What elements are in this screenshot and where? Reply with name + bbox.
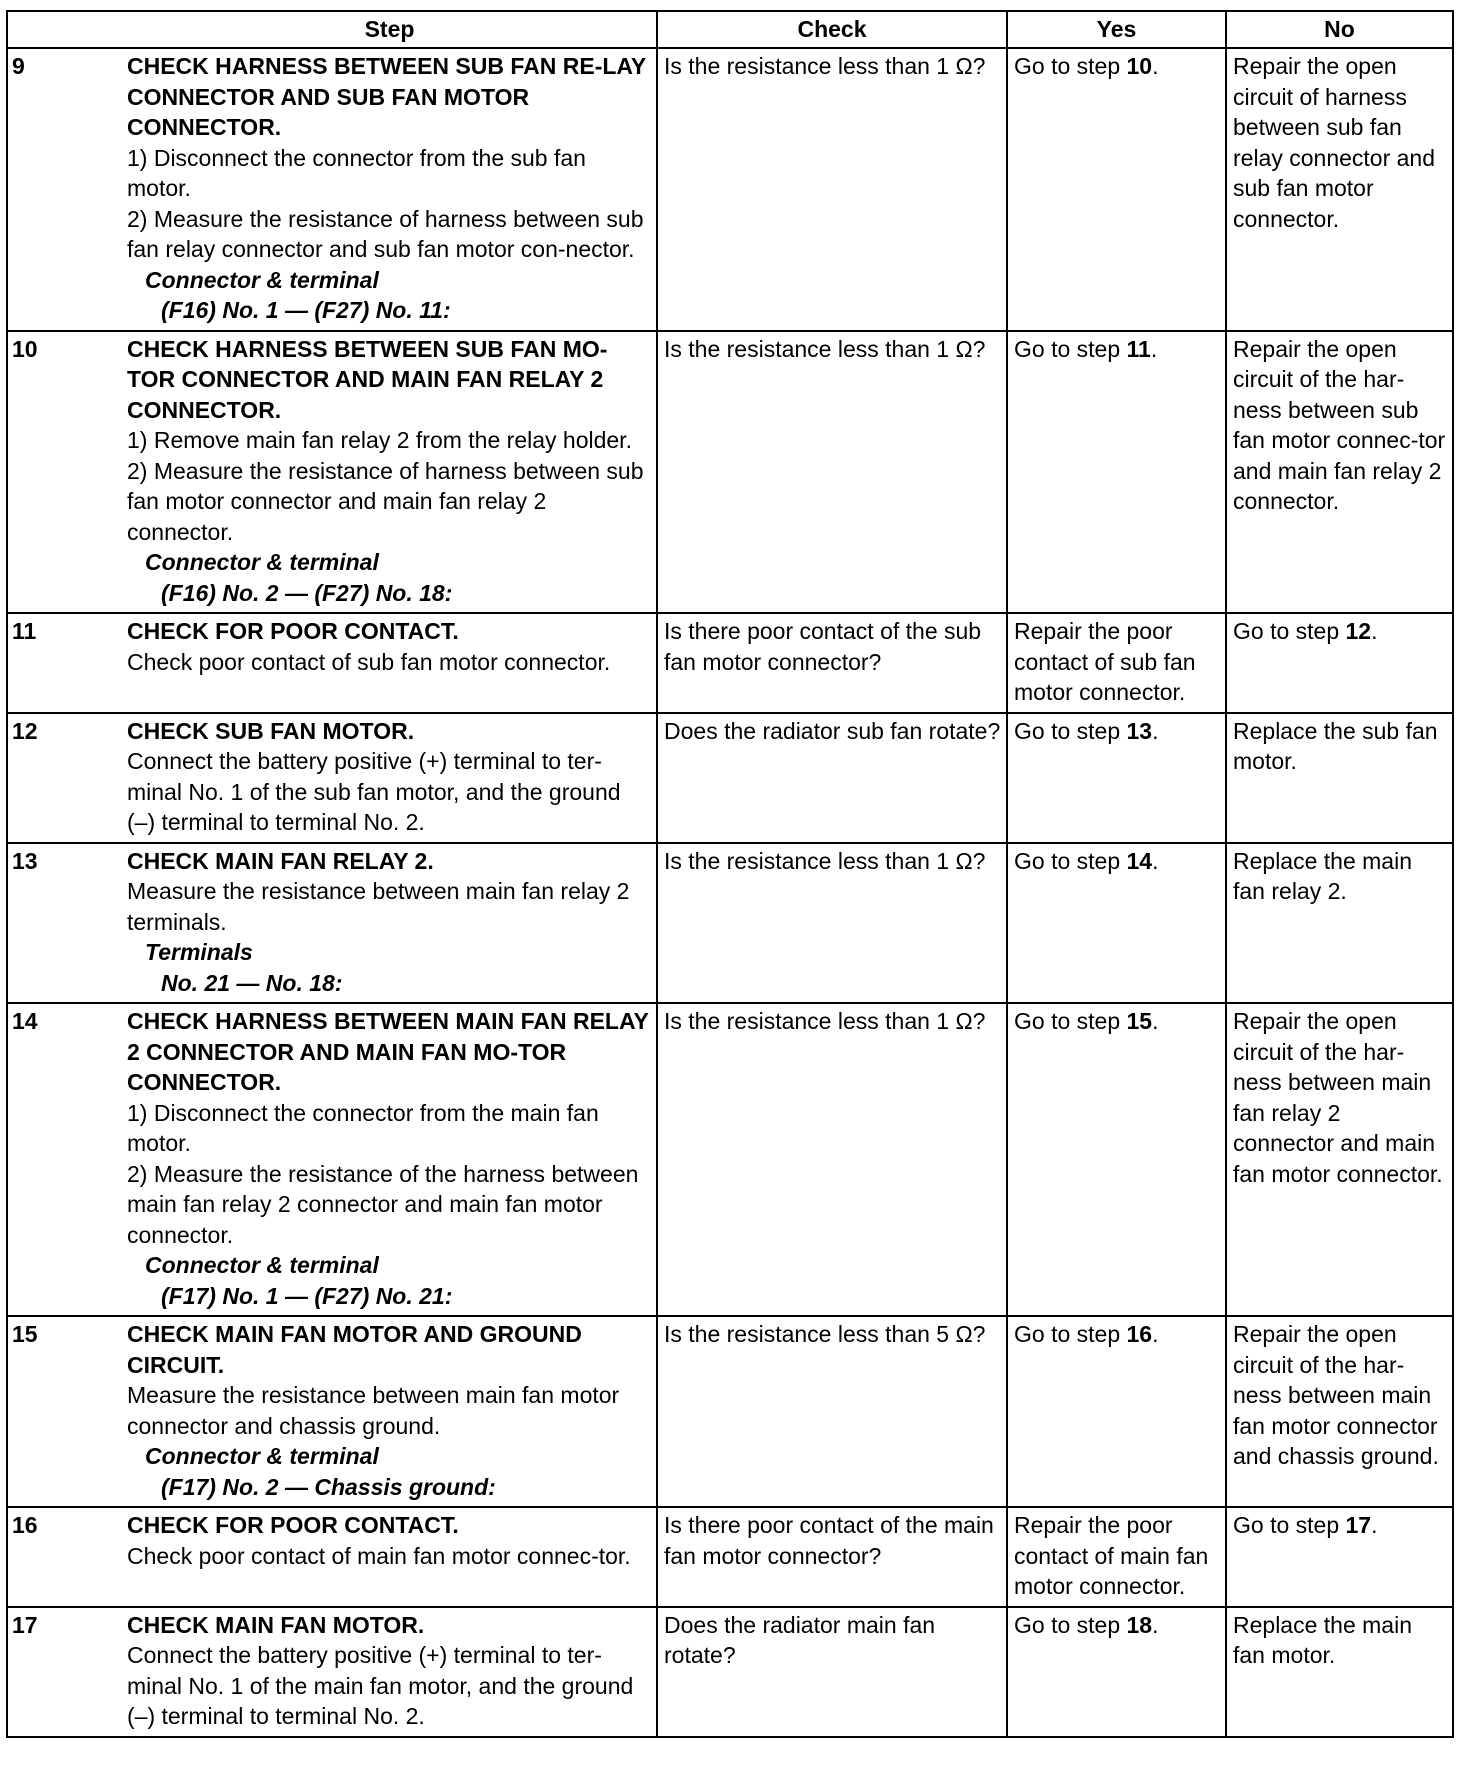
step-number: 16 <box>7 1507 123 1607</box>
check-text: Does the radiator main fan rotate? <box>664 1611 936 1668</box>
yes-cell <box>1007 48 1226 331</box>
step-title: CHECK MAIN FAN RELAY 2. <box>127 847 434 874</box>
step-line: 1) Disconnect the connector from the main fan motor. <box>127 1099 599 1156</box>
yes-cell <box>1007 613 1226 713</box>
no-cell <box>1226 48 1453 331</box>
step-title: CHECK HARNESS BETWEEN SUB FAN MO-TOR CONNECTOR AND MAIN FAN RELAY 2 CONNECTOR. <box>127 335 608 423</box>
spec-value: No. 21 — No. 18: <box>161 969 343 996</box>
table-row <box>7 1003 1453 1316</box>
yes-suffix: . <box>1150 335 1158 362</box>
yes-cell <box>1007 1316 1226 1507</box>
no-cell <box>1226 1003 1453 1316</box>
no-text <box>1233 51 1447 234</box>
no-suffix: . <box>1371 1512 1378 1538</box>
header-step-number <box>7 11 123 48</box>
step-number: 14 <box>7 1003 123 1316</box>
step-line: 2) Measure the resistance of harness between sub fan motor connector and main fan relay 2 connector. <box>127 457 644 545</box>
yes-prefix: Repair the poor contact of sub fan motor connector. <box>1014 618 1196 705</box>
step-line: Measure the resistance between main fan relay 2 terminals. <box>127 878 630 935</box>
table-body <box>7 48 1453 1737</box>
no-cell <box>1226 1316 1453 1507</box>
step-line: 1) Disconnect the connector from the sub fan motor. <box>127 144 586 201</box>
check-text: Does the radiator sub fan rotate? <box>664 717 1001 744</box>
step-number: 12 <box>7 713 123 843</box>
step-number: 13 <box>7 843 123 1004</box>
no-prefix: Repair the open circuit of the har-ness between main fan relay 2 connector and main fan motor connector. <box>1233 1008 1443 1187</box>
step-title: CHECK HARNESS BETWEEN MAIN FAN RELAY 2 CONNECTOR AND MAIN FAN MO-TOR CONNECTOR. <box>127 1008 649 1095</box>
step-lines <box>127 1098 651 1251</box>
step-lines <box>127 425 651 547</box>
step-number: 17 <box>7 1607 123 1737</box>
step-instructions <box>123 613 657 713</box>
table-row <box>7 713 1453 843</box>
step-instructions <box>123 1003 657 1316</box>
check-text: Is there poor contact of the sub fan motor connector? <box>664 618 982 675</box>
no-step-ref: 17 <box>1345 1512 1372 1538</box>
yes-text <box>1014 616 1220 708</box>
yes-prefix: Go to step <box>1014 53 1127 79</box>
step-title: CHECK MAIN FAN MOTOR AND GROUND CIRCUIT. <box>127 1321 582 1378</box>
yes-step-ref: 16 <box>1126 1321 1153 1347</box>
step-lines <box>127 876 651 937</box>
table-row <box>7 1316 1453 1507</box>
step-title: CHECK SUB FAN MOTOR. <box>127 717 415 744</box>
spec-label: Connector & terminal <box>145 1252 379 1278</box>
step-line: 2) Measure the resistance of the harness between main fan relay 2 connector and main fan motor connector. <box>127 1160 639 1248</box>
no-prefix: Repair the open circuit of harness between sub fan relay connector and sub fan motor connector. <box>1233 53 1436 232</box>
yes-step-ref: 18 <box>1126 1611 1153 1638</box>
spec-value: (F17) No. 1 — (F27) No. 21: <box>161 1282 453 1309</box>
no-suffix: . <box>1371 618 1378 644</box>
no-cell <box>1226 1607 1453 1737</box>
table-row <box>7 843 1453 1004</box>
no-cell <box>1226 331 1453 614</box>
table-row <box>7 1607 1453 1737</box>
step-title: CHECK FOR POOR CONTACT. <box>127 1512 459 1538</box>
yes-step-ref: 14 <box>1126 847 1153 874</box>
step-number: 10 <box>7 331 123 614</box>
spec-value: (F16) No. 1 — (F27) No. 11: <box>161 297 451 323</box>
spec-label: Connector & terminal <box>145 266 379 293</box>
check-text: Is the resistance less than 1 Ω? <box>664 1008 986 1034</box>
yes-suffix: . <box>1152 1321 1159 1347</box>
step-line: 2) Measure the resistance of harness between sub fan relay connector and sub fan motor con-nector. <box>127 205 644 262</box>
yes-cell <box>1007 1003 1226 1316</box>
yes-text <box>1014 1006 1220 1037</box>
yes-text <box>1014 1319 1220 1350</box>
no-text <box>1233 334 1447 517</box>
yes-step-ref: 13 <box>1126 717 1153 744</box>
no-text <box>1233 1510 1447 1541</box>
yes-cell <box>1007 843 1226 1004</box>
no-text <box>1233 846 1447 907</box>
yes-text <box>1014 846 1220 877</box>
step-line: 1) Remove main fan relay 2 from the relay holder. <box>127 427 632 453</box>
check-text: Is there poor contact of the main fan motor connector? <box>664 1512 994 1569</box>
header-no: No <box>1226 11 1453 48</box>
step-lines <box>127 746 651 838</box>
yes-step-ref: 11 <box>1126 335 1151 362</box>
yes-cell <box>1007 1607 1226 1737</box>
table-row <box>7 1507 1453 1607</box>
spec-value: (F17) No. 2 — Chassis ground: <box>161 1473 496 1500</box>
check-cell <box>657 843 1007 1004</box>
yes-step-ref: 10 <box>1126 53 1153 79</box>
step-number: 15 <box>7 1316 123 1507</box>
step-instructions <box>123 331 657 614</box>
no-text <box>1233 1319 1447 1472</box>
step-lines <box>127 143 651 265</box>
yes-text <box>1014 51 1220 82</box>
table-row <box>7 613 1453 713</box>
step-instructions <box>123 1507 657 1607</box>
yes-prefix: Go to step <box>1014 847 1127 874</box>
check-cell <box>657 1003 1007 1316</box>
yes-suffix: . <box>1152 1008 1159 1034</box>
no-prefix: Go to step <box>1233 1512 1346 1538</box>
step-title: CHECK FOR POOR CONTACT. <box>127 618 459 644</box>
spec-label: Terminals <box>145 939 253 965</box>
step-title: CHECK MAIN FAN MOTOR. <box>127 1611 425 1638</box>
yes-text <box>1014 334 1220 365</box>
no-prefix: Go to step <box>1233 618 1346 644</box>
check-cell <box>657 613 1007 713</box>
step-number: 11 <box>7 613 123 713</box>
check-text: Is the resistance less than 1 Ω? <box>664 335 986 362</box>
yes-text <box>1014 1510 1220 1602</box>
yes-suffix: . <box>1152 717 1159 744</box>
table-row <box>7 48 1453 331</box>
yes-cell <box>1007 331 1226 614</box>
no-cell <box>1226 613 1453 713</box>
yes-suffix: . <box>1152 53 1159 79</box>
step-lines <box>127 1640 651 1732</box>
no-cell <box>1226 713 1453 843</box>
no-prefix: Replace the main fan relay 2. <box>1233 847 1412 904</box>
yes-text <box>1014 716 1220 747</box>
yes-cell <box>1007 1507 1226 1607</box>
yes-step-ref: 15 <box>1126 1008 1153 1034</box>
no-prefix: Replace the sub fan motor. <box>1233 717 1438 774</box>
no-text <box>1233 616 1447 647</box>
step-instructions <box>123 48 657 331</box>
check-cell <box>657 48 1007 331</box>
check-cell <box>657 1607 1007 1737</box>
yes-prefix: Go to step <box>1014 1008 1127 1034</box>
header-check: Check <box>657 11 1007 48</box>
header-row <box>7 11 1453 48</box>
spec-label: Connector & terminal <box>145 549 379 575</box>
no-cell <box>1226 843 1453 1004</box>
spec-value: (F16) No. 2 — (F27) No. 18: <box>161 579 453 606</box>
step-number: 9 <box>7 48 123 331</box>
table-row <box>7 331 1453 614</box>
no-text <box>1233 716 1447 777</box>
step-line: Check poor contact of main fan motor connec-tor. <box>127 1542 631 1569</box>
step-lines <box>127 1541 651 1572</box>
no-text <box>1233 1610 1447 1671</box>
no-text <box>1233 1006 1447 1189</box>
yes-text <box>1014 1610 1220 1641</box>
spec-label: Connector & terminal <box>145 1443 379 1469</box>
yes-suffix: . <box>1152 847 1159 874</box>
step-lines <box>127 647 651 678</box>
step-title: CHECK HARNESS BETWEEN SUB FAN RE-LAY CONNECTOR AND SUB FAN MOTOR CONNECTOR. <box>127 53 646 140</box>
header-step: Step <box>123 11 657 48</box>
step-instructions <box>123 713 657 843</box>
check-cell <box>657 331 1007 614</box>
no-cell <box>1226 1507 1453 1607</box>
check-text: Is the resistance less than 5 Ω? <box>664 1321 986 1347</box>
yes-prefix: Go to step <box>1014 717 1127 744</box>
step-line: Check poor contact of sub fan motor connector. <box>127 648 611 675</box>
no-step-ref: 12 <box>1345 618 1372 644</box>
step-instructions <box>123 1607 657 1737</box>
no-prefix: Repair the open circuit of the har-ness between sub fan motor connec-tor and main fan relay 2 connector. <box>1233 335 1446 514</box>
step-instructions <box>123 843 657 1004</box>
yes-prefix: Go to step <box>1014 1321 1127 1347</box>
yes-suffix: . <box>1152 1611 1159 1638</box>
check-cell <box>657 1316 1007 1507</box>
no-prefix: Replace the main fan motor. <box>1233 1611 1412 1668</box>
yes-prefix: Go to step <box>1014 335 1127 362</box>
step-instructions <box>123 1316 657 1507</box>
step-line: Connect the battery positive (+) terminal to ter-minal No. 1 of the sub fan motor, and the ground (–) terminal to terminal No. 2. <box>127 748 621 835</box>
header-yes: Yes <box>1007 11 1226 48</box>
step-line: Connect the battery positive (+) terminal to ter-minal No. 1 of the main fan motor, and the ground (–) terminal to terminal No. 2. <box>127 1642 634 1729</box>
step-line: Measure the resistance between main fan motor connector and chassis ground. <box>127 1382 620 1439</box>
yes-prefix: Repair the poor contact of main fan motor connector. <box>1014 1512 1209 1599</box>
step-lines <box>127 1380 651 1441</box>
check-cell <box>657 713 1007 843</box>
yes-prefix: Go to step <box>1014 1611 1127 1638</box>
check-text: Is the resistance less than 1 Ω? <box>664 53 986 79</box>
diagnostic-table <box>6 10 1454 1738</box>
check-cell <box>657 1507 1007 1607</box>
yes-cell <box>1007 713 1226 843</box>
no-prefix: Repair the open circuit of the har-ness between main fan motor connector and chassis ground. <box>1233 1321 1439 1469</box>
check-text: Is the resistance less than 1 Ω? <box>664 847 986 874</box>
